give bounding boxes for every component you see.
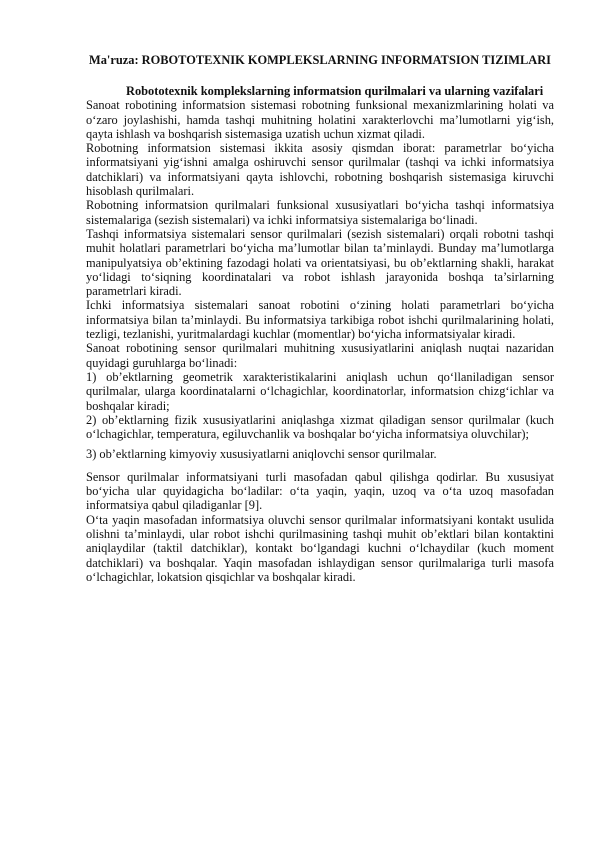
section-heading: Robototexnik komplekslarning informatsion qurilmalari va ularning vazifalari [126,84,544,98]
list-item-1: 1) ob’ektlarning geometrik xarakteristikalarini aniqlash uchun qo‘llaniladigan sensor qurilmalar, ularga koordinatalarni o‘lchagichlar, koordinatorlar, informatsion chizg‘ichlar va boshqalar kiradi; [86,369,554,413]
page-title: Ma'ruza: ROBOTOTEXNIK KOMPLEKSLARNING INFORMATSION TIZIMLARI [89,53,551,67]
paragraph-1: Sanoat robotining informatsion sistemasi robotning funksional mexanizmlarining holati va o‘zaro joylashishi, hamda tashqi muhitning holatini xarakterlovchi ma’lumotlarni yig‘ish, qayta ishlash va boshqarish sistemasiga uzatish uchun xizmat qiladi. [86,98,554,141]
list-item-3: 3) ob’ektlarning kimyoviy xususiyatlarni aniqlovchi sensor qurilmalar. [86,447,437,462]
paragraph-3: Robotning informatsion qurilmalari funksional xususiyatlari bo‘yicha tashqi informatsiya sistemalariga (sezish sistemalari) va ichki informatsiya sistemalariga bo‘linadi. [86,198,554,227]
paragraph-5: Ichki informatsiya sistemalari sanoat robotini o‘zining holati parametrlari bo‘yicha informatsiya bilan ta’minlaydi. Bu informatsiya tarkibiga robot ishchi qurilmalarining holati, tezligi, tezlanishi, yuritmalardagi kuchlar (momentlar) bo‘yicha informatsiyalar kiradi. [86,298,554,342]
paragraph-7: Sensor qurilmalar informatsiyani turli masofadan qabul qilishga qodirlar. Bu xususiyat bo‘yicha ular quyidagicha bo‘ladilar: o‘ta yaqin, yaqin, uzoq va o‘ta uzoq masofadan informatsiya qabul qiladiganlar [9]. [86,469,554,513]
list-item-2: 2) ob’ektlarning fizik xususiyatlarini aniqlashga xizmat qiladigan sensor qurilmalar (kuch o‘lchagichlar, temperatura, egiluvchanlik va boshqalar bo‘yicha informatsiya oluvchilar); [86,412,554,442]
document-page [86,52,554,584]
paragraph-2: Robotning informatsion sistemasi ikkita asosiy qismdan iborat: parametrlar bo‘yicha informatsiyani yig‘ishni amalga oshiruvchi sensor qurilmalar (tashqi va ichki informatsiya datchiklari) va informatsiyani qayta ishlovchi, robotning boshqarish sistemasiga kiruvchi hisoblash qurilmalari. [86,141,554,199]
paragraph-4: Tashqi informatsiya sistemalari sensor qurilmalari (sezish sistemalari) orqali robotni tashqi muhit holatlari parametrlari bo‘yicha ma’lumotlar bilan ta’minlaydi. Bunday ma’lumotlarga manipulyatsiya ob’ektining fazodagi holati va orientatsiyasi, bu ob’ektlarning shakli, harakat yo‘lidagi to‘siqning koordinatalari va robot ishlash jarayonida boshqa ta’sirlarning parametrlari kiradi. [86,226,554,299]
paragraph-6: Sanoat robotining sensor qurilmalari muhitning xususiyatlarini aniqlash nuqtai nazaridan quyidagi guruhlarga bo‘linadi: [86,341,554,370]
paragraph-8: O‘ta yaqin masofadan informatsiya oluvchi sensor qurilmalar informatsiyani kontakt usulida olishni ta’minlaydi, ular robot ishchi qurilmasining tashqi muhit ob’ektlari bilan kontaktini aniqlaydilar (taktil datchiklar), kontakt bo‘lgandagi kuchni o‘lchaydilar (kuch moment datchiklari) va boshqalar. Yaqin masofadan ishlaydigan sensor qurilmalariga turli masofa o‘lchagichlar, lokatsion qisqichlar va boshqalar kiradi. [86,512,554,584]
